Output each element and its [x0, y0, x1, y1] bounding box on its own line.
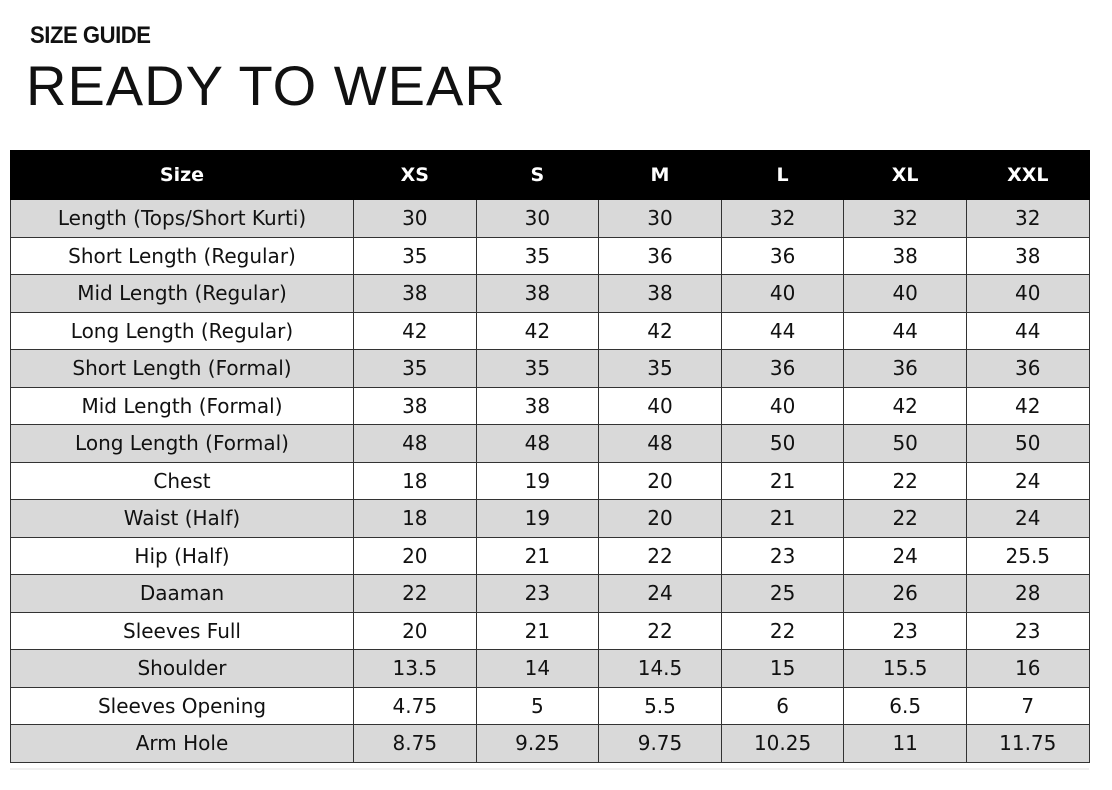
table-cell: 25: [721, 575, 844, 613]
table-cell: 44: [721, 312, 844, 350]
table-cell: 48: [354, 425, 477, 463]
table-cell: 7: [966, 687, 1089, 725]
row-label: Arm Hole: [11, 725, 354, 763]
table-row: [11, 500, 1090, 538]
column-header: XS: [354, 151, 477, 200]
table-cell: 42: [966, 387, 1089, 425]
table-cell: 36: [966, 350, 1089, 388]
table-row: [11, 575, 1090, 613]
row-label: Short Length (Regular): [11, 237, 354, 275]
column-header: M: [599, 151, 722, 200]
table-row: [11, 612, 1090, 650]
table-cell: 16: [966, 650, 1089, 688]
table-cell: 5.5: [599, 687, 722, 725]
table-row: [11, 650, 1090, 688]
table-cell: 30: [599, 200, 722, 238]
table-cell: 24: [966, 462, 1089, 500]
table-cell: 35: [354, 237, 477, 275]
column-header: S: [476, 151, 599, 200]
table-row: [11, 425, 1090, 463]
table-cell: 11.75: [966, 725, 1089, 763]
table-cell: 36: [721, 237, 844, 275]
table-cell: 36: [599, 237, 722, 275]
table-cell: 15: [721, 650, 844, 688]
row-label: Mid Length (Formal): [11, 387, 354, 425]
table-cell: 21: [721, 500, 844, 538]
page-title: READY TO WEAR: [26, 54, 506, 117]
table-cell: 28: [966, 575, 1089, 613]
table-cell: 44: [844, 312, 967, 350]
table-cell: 26: [844, 575, 967, 613]
table-cell: 22: [721, 612, 844, 650]
table-cell: 14.5: [599, 650, 722, 688]
row-label: Long Length (Regular): [11, 312, 354, 350]
table-cell: 30: [476, 200, 599, 238]
table-cell: 20: [599, 500, 722, 538]
table-row: [11, 462, 1090, 500]
row-label: Hip (Half): [11, 537, 354, 575]
table-cell: 21: [476, 612, 599, 650]
table-cell: 21: [476, 537, 599, 575]
table-cell: 8.75: [354, 725, 477, 763]
table-cell: 40: [966, 275, 1089, 313]
table-cell: 19: [476, 462, 599, 500]
table-cell: 38: [966, 237, 1089, 275]
table-cell: 30: [354, 200, 477, 238]
table-cell: 50: [966, 425, 1089, 463]
table-cell: 50: [844, 425, 967, 463]
size-guide-label: SIZE GUIDE: [30, 22, 151, 49]
table-cell: 9.75: [599, 725, 722, 763]
table-row: [11, 237, 1090, 275]
table-cell: 25.5: [966, 537, 1089, 575]
table-cell: 14: [476, 650, 599, 688]
table-cell: 15.5: [844, 650, 967, 688]
row-label: Mid Length (Regular): [11, 275, 354, 313]
table-cell: 18: [354, 462, 477, 500]
table-cell: 6.5: [844, 687, 967, 725]
row-label: Daaman: [11, 575, 354, 613]
table-cell: 4.75: [354, 687, 477, 725]
table-cell: 23: [966, 612, 1089, 650]
table-cell: 24: [599, 575, 722, 613]
size-chart-table: [10, 150, 1090, 763]
table-cell: 38: [844, 237, 967, 275]
table-row: [11, 275, 1090, 313]
table-cell: 6: [721, 687, 844, 725]
table-cell: 38: [476, 387, 599, 425]
table-cell: 32: [966, 200, 1089, 238]
table-cell: 21: [721, 462, 844, 500]
table-cell: 38: [354, 387, 477, 425]
table-cell: 19: [476, 500, 599, 538]
table-cell: 22: [599, 537, 722, 575]
table-cell: 48: [599, 425, 722, 463]
table-cell: 18: [354, 500, 477, 538]
table-row: [11, 200, 1090, 238]
table-cell: 35: [599, 350, 722, 388]
table-cell: 48: [476, 425, 599, 463]
table-row: [11, 312, 1090, 350]
table-cell: 13.5: [354, 650, 477, 688]
table-cell: 22: [354, 575, 477, 613]
row-label: Long Length (Formal): [11, 425, 354, 463]
table-cell: 38: [354, 275, 477, 313]
table-cell: 38: [599, 275, 722, 313]
table-cell: 20: [599, 462, 722, 500]
table-cell: 11: [844, 725, 967, 763]
table-row: [11, 350, 1090, 388]
table-cell: 42: [844, 387, 967, 425]
table-cell: 40: [844, 275, 967, 313]
table-row: [11, 687, 1090, 725]
row-label: Sleeves Full: [11, 612, 354, 650]
row-label: Short Length (Formal): [11, 350, 354, 388]
divider: [10, 768, 1089, 770]
table-cell: 22: [599, 612, 722, 650]
table-row: [11, 537, 1090, 575]
row-label: Sleeves Opening: [11, 687, 354, 725]
table-cell: 22: [844, 500, 967, 538]
table-cell: 35: [476, 237, 599, 275]
table-cell: 10.25: [721, 725, 844, 763]
column-header: XXL: [966, 151, 1089, 200]
table-cell: 44: [966, 312, 1089, 350]
table-cell: 42: [354, 312, 477, 350]
table-cell: 40: [599, 387, 722, 425]
table-cell: 40: [721, 387, 844, 425]
table-cell: 23: [844, 612, 967, 650]
table-cell: 23: [476, 575, 599, 613]
table-cell: 50: [721, 425, 844, 463]
column-header: L: [721, 151, 844, 200]
table-cell: 32: [721, 200, 844, 238]
row-label: Chest: [11, 462, 354, 500]
table-cell: 40: [721, 275, 844, 313]
table-row: [11, 387, 1090, 425]
table-cell: 35: [476, 350, 599, 388]
row-label: Shoulder: [11, 650, 354, 688]
table-cell: 36: [721, 350, 844, 388]
table-cell: 23: [721, 537, 844, 575]
table-cell: 24: [844, 537, 967, 575]
column-header: Size: [11, 151, 354, 200]
row-label: Waist (Half): [11, 500, 354, 538]
table-row: [11, 725, 1090, 763]
table-cell: 9.25: [476, 725, 599, 763]
column-header: XL: [844, 151, 967, 200]
table-cell: 36: [844, 350, 967, 388]
table-cell: 5: [476, 687, 599, 725]
table-cell: 20: [354, 612, 477, 650]
table-cell: 32: [844, 200, 967, 238]
row-label: Length (Tops/Short Kurti): [11, 200, 354, 238]
table-cell: 42: [476, 312, 599, 350]
table-cell: 22: [844, 462, 967, 500]
table-cell: 24: [966, 500, 1089, 538]
table-cell: 42: [599, 312, 722, 350]
table-header-row: [11, 151, 1090, 200]
table-cell: 35: [354, 350, 477, 388]
table-cell: 38: [476, 275, 599, 313]
table-cell: 20: [354, 537, 477, 575]
